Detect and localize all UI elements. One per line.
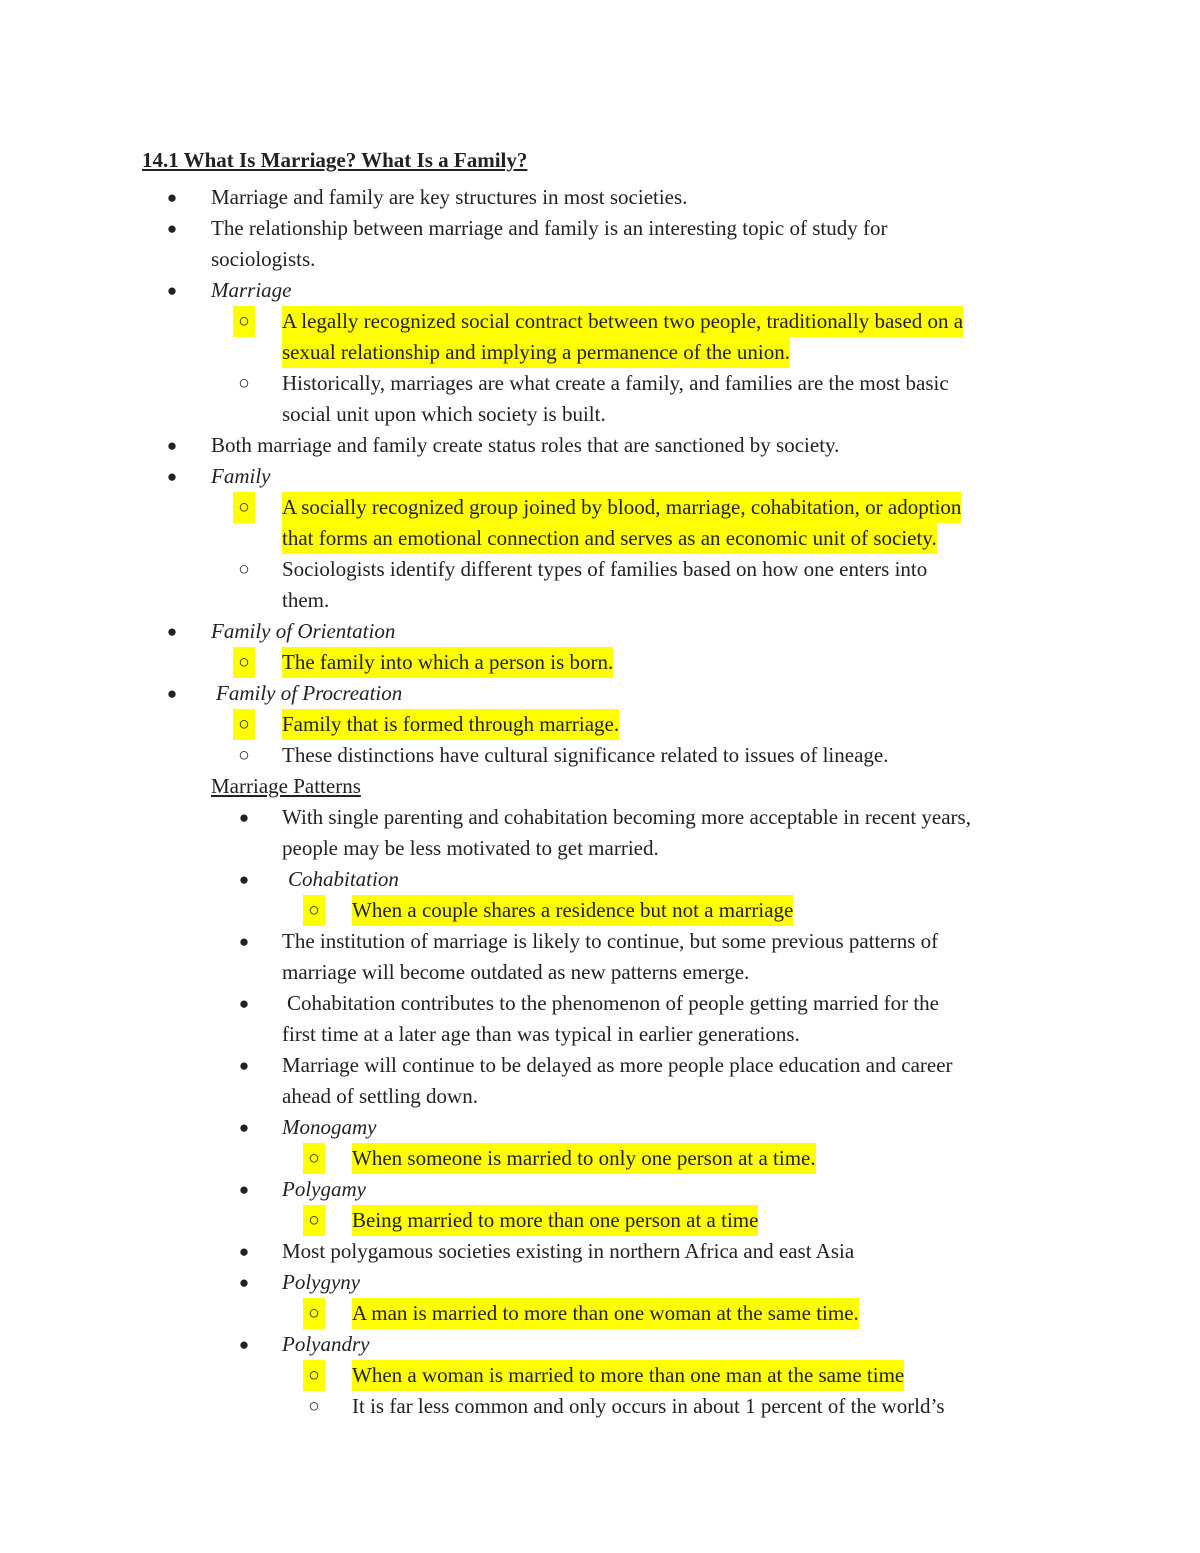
note-line: [352, 1298, 859, 1329]
note-line: [211, 430, 839, 461]
circle-bullet-icon: ○: [238, 559, 250, 580]
note-text: When a woman is married to more than one man at the same time: [352, 1360, 904, 1391]
note-text: These distinctions have cultural significance related to issues of lineage.: [282, 743, 889, 767]
circle-bullet-icon: ○: [303, 1205, 325, 1236]
disc-bullet-icon: ●: [238, 808, 250, 827]
note-text: The institution of marriage is likely to continue, but some previous patterns of: [282, 929, 939, 953]
note-line: [282, 306, 963, 337]
note-line: [352, 1205, 758, 1236]
note-line: [211, 213, 887, 244]
note-text: marriage will become outdated as new patterns emerge.: [282, 960, 750, 984]
note-line: [282, 1267, 360, 1298]
note-text: Marriage Patterns: [211, 774, 361, 798]
disc-bullet-icon: ●: [238, 1056, 250, 1075]
note-text: sociologists.: [211, 247, 316, 271]
circle-bullet-icon: ○: [238, 745, 250, 766]
disc-bullet-icon: ●: [238, 1335, 250, 1354]
note-line: [211, 244, 315, 275]
note-text: It is far less common and only occurs in about 1 percent of the world’s: [352, 1394, 945, 1418]
note-line: [352, 1391, 945, 1422]
note-text: Polygyny: [282, 1270, 361, 1294]
note-line: [282, 1236, 854, 1267]
circle-bullet-icon: ○: [303, 1298, 325, 1329]
note-text: Marriage will continue to be delayed as more people place education and career: [282, 1053, 953, 1077]
note-line: [287, 988, 939, 1019]
note-text: The family into which a person is born.: [282, 647, 613, 678]
note-text: Cohabitation contributes to the phenomenon of people getting married for the: [287, 991, 939, 1015]
note-text: When someone is married to only one person at a time.: [352, 1143, 816, 1174]
note-text: Most polygamous societies existing in northern Africa and east Asia: [282, 1239, 855, 1263]
note-text: Polyandry: [282, 1332, 370, 1356]
note-line: [282, 1329, 369, 1360]
note-line: [211, 275, 292, 306]
note-text: social unit upon which society is built.: [282, 402, 606, 426]
note-line: [282, 926, 938, 957]
note-line: [282, 647, 613, 678]
note-text: A man is married to more than one woman at the same time.: [352, 1298, 859, 1329]
disc-bullet-icon: ●: [238, 1180, 250, 1199]
note-line: [352, 1360, 904, 1391]
note-line: [282, 554, 927, 585]
note-text: A socially recognized group joined by blood, marriage, cohabitation, or adoption: [282, 492, 961, 523]
circle-bullet-icon: ○: [233, 492, 255, 523]
note-text: Monogamy: [282, 1115, 377, 1139]
circle-bullet-icon: ○: [303, 895, 325, 926]
note-text: sexual relationship and implying a permanence of the union.: [282, 337, 790, 368]
circle-bullet-icon: ○: [233, 306, 255, 337]
note-line: [282, 337, 790, 368]
note-text: Marriage and family are key structures in most societies.: [211, 185, 688, 209]
disc-bullet-icon: ●: [166, 188, 178, 207]
disc-bullet-icon: ●: [238, 1118, 250, 1137]
disc-bullet-icon: ●: [238, 1273, 250, 1292]
note-text: With single parenting and cohabitation becoming more acceptable in recent years,: [282, 805, 971, 829]
note-text: Marriage: [211, 278, 292, 302]
note-line: [282, 1019, 800, 1050]
note-line: [282, 1174, 366, 1205]
note-text: Being married to more than one person at a time: [352, 1205, 758, 1236]
disc-bullet-icon: ●: [166, 684, 178, 703]
note-line: [282, 1050, 953, 1081]
note-line: [282, 709, 619, 740]
disc-bullet-icon: ●: [166, 436, 178, 455]
note-line: [211, 461, 270, 492]
disc-bullet-icon: ●: [166, 281, 178, 300]
circle-bullet-icon: ○: [308, 1396, 320, 1417]
note-line: [282, 523, 937, 554]
disc-bullet-icon: ●: [166, 219, 178, 238]
note-line: [211, 616, 395, 647]
note-text: them.: [282, 588, 330, 612]
note-line: [282, 1112, 376, 1143]
note-line: [211, 182, 687, 213]
note-line: [282, 399, 606, 430]
note-line: [282, 833, 659, 864]
note-text: When a couple shares a residence but not a marriage: [352, 895, 793, 926]
disc-bullet-icon: ●: [166, 622, 178, 641]
note-text: A legally recognized social contract between two people, traditionally based on a: [282, 306, 963, 337]
disc-bullet-icon: ●: [166, 467, 178, 486]
circle-bullet-icon: ○: [303, 1143, 325, 1174]
note-line: [288, 864, 399, 895]
note-line: [352, 895, 793, 926]
disc-bullet-icon: ●: [238, 1242, 250, 1261]
note-text: Historically, marriages are what create a family, and families are the most basic: [282, 371, 949, 395]
note-line: [216, 678, 402, 709]
circle-bullet-icon: ○: [303, 1360, 325, 1391]
note-line: [282, 802, 971, 833]
note-line: [282, 1081, 478, 1112]
note-text: Family that is formed through marriage.: [282, 709, 619, 740]
note-text: Family of Procreation: [216, 681, 403, 705]
note-text: Family: [211, 464, 271, 488]
note-text: Cohabitation: [288, 867, 399, 891]
note-text: Polygamy: [282, 1177, 366, 1201]
note-line: [282, 492, 961, 523]
note-text: people may be less motivated to get married.: [282, 836, 659, 860]
note-line: [282, 585, 329, 616]
note-text: The relationship between marriage and family is an interesting topic of study for: [211, 216, 888, 240]
note-text: ahead of settling down.: [282, 1084, 478, 1108]
circle-bullet-icon: ○: [233, 709, 255, 740]
circle-bullet-icon: ○: [238, 373, 250, 394]
circle-bullet-icon: ○: [233, 647, 255, 678]
section-title: 14.1 What Is Marriage? What Is a Family?: [142, 148, 528, 172]
note-text: Both marriage and family create status roles that are sanctioned by society.: [211, 433, 840, 457]
note-line: [282, 957, 749, 988]
disc-bullet-icon: ●: [238, 932, 250, 951]
note-text: Family of Orientation: [211, 619, 396, 643]
note-text: that forms an emotional connection and serves as an economic unit of society.: [282, 523, 937, 554]
note-line: [282, 368, 949, 399]
note-text: Sociologists identify different types of families based on how one enters into: [282, 557, 928, 581]
disc-bullet-icon: ●: [238, 870, 250, 889]
note-text: first time at a later age than was typical in earlier generations.: [282, 1022, 800, 1046]
note-line: [211, 771, 361, 802]
note-line: [282, 740, 888, 771]
note-line: [352, 1143, 816, 1174]
disc-bullet-icon: ●: [238, 994, 250, 1013]
